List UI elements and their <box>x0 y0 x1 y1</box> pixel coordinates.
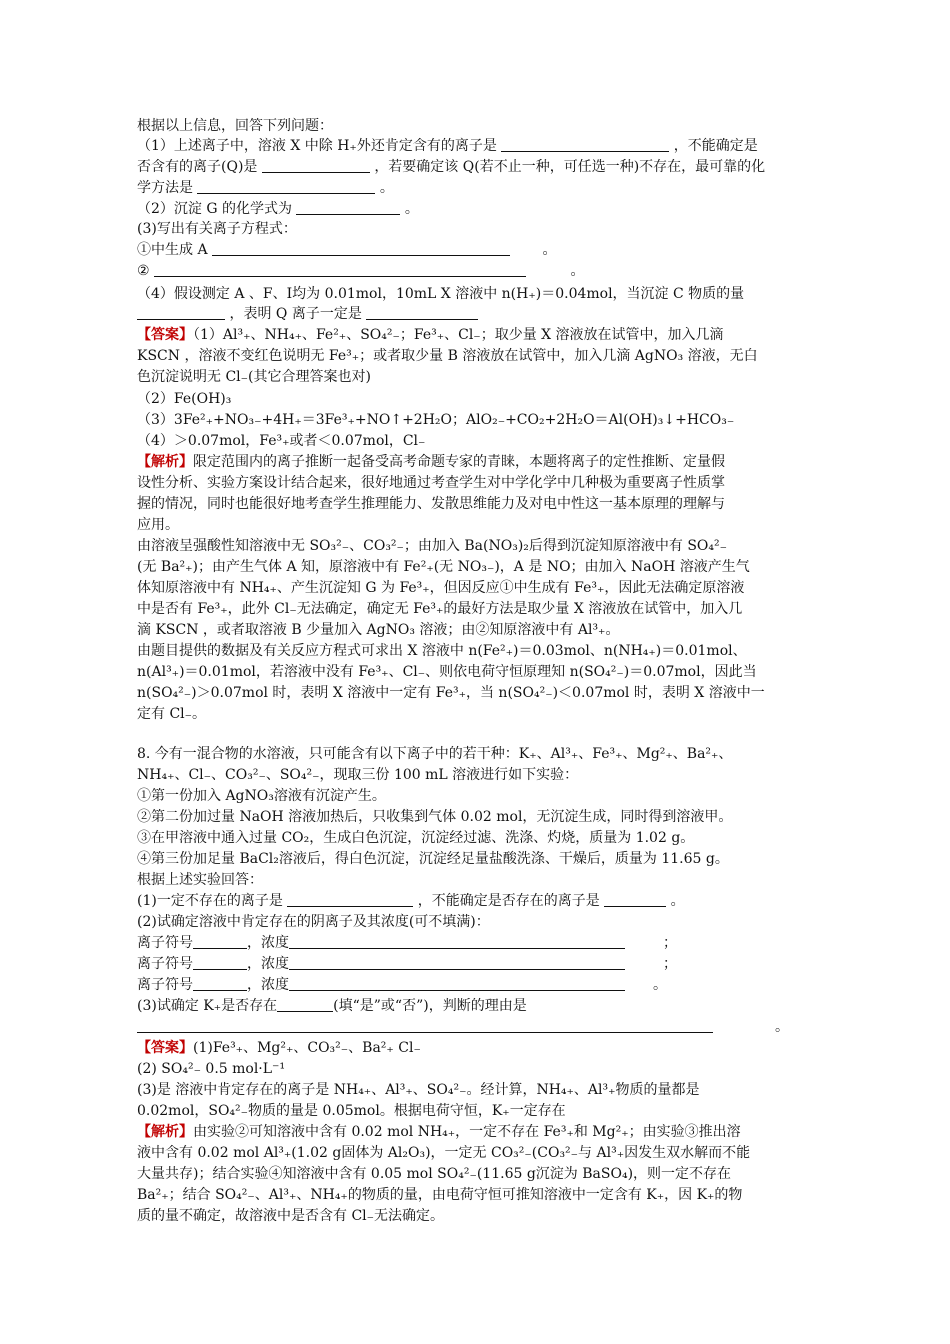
q8-sub-1 <box>137 891 685 911</box>
q8-sub-3 <box>137 996 527 1016</box>
answer-tag: 【答案】 <box>137 327 193 343</box>
question-2-line <box>137 199 419 219</box>
answer-line-1 <box>137 325 724 345</box>
answer-line-4: （2）Fe(OH)₃ <box>137 391 232 407</box>
q8-sub-1-text-c: 。 <box>670 893 685 909</box>
conc-blank-1[interactable] <box>289 934 625 949</box>
answer-tag: 【答案】 <box>137 1040 193 1056</box>
question-2-text-a: （2）沉淀 G 的化学式为 <box>137 201 292 217</box>
conc-label: ，浓度 <box>247 935 289 951</box>
answer-line-6: （4）＞0.07mol，Fe³₊或者＜0.07mol，Cl₋ <box>137 433 426 449</box>
explanation-line-7: 体知原溶液中有 NH₄₊、产生沉淀知 G 为 Fe³₊，但因反应①中生成有 Fe³₊，因此无法确定原溶液 <box>137 580 745 596</box>
answer-line-5: （3）3Fe²₊+NO₃₋+4H₊＝3Fe³₊+NO↑+2H₂O；AlO₂₋+CO₂+2H₂O＝Al(OH)₃↓+HCO₃₋ <box>137 412 735 428</box>
q8-sub-3-text-b: (填“是”或“否”)，判断的理由是 <box>333 998 527 1014</box>
explanation-line-1 <box>137 452 725 472</box>
explanation-line-5: 由溶液呈强酸性知溶液中无 SO₃²₋、CO₃²₋；由加入 Ba(NO₃)₂后得到沉淀知原溶液中有 SO₄²₋ <box>137 538 728 554</box>
q8-answer-line-3: (3)是 溶液中肯定存在的离子是 NH₄₊、Al³₊、SO₄²₋。经计算，NH₄₊、Al³₊物质的量都是 <box>137 1082 700 1098</box>
q8-experiment-3: ③在甲溶液中通入过量 CO₂，生成白色沉淀，沉淀经过滤、洗涤、灼烧，质量为 1.02 g。 <box>137 830 695 846</box>
ion-blank-2[interactable] <box>193 955 247 970</box>
semicolon: ； <box>663 935 677 951</box>
q8-experiment-2: ②第二份加过量 NaOH 溶液加热后，只收集到气体 0.02 mol，无沉淀生成，同时得到溶液甲。 <box>137 809 733 825</box>
question-4-text: （4）假设测定 A 、F、I均为 0.01mol，10mL X 溶液中 n(H₊)＝0.04mol，当沉淀 C 物质的量 <box>137 286 745 302</box>
question-1-text-e: 学方法是 <box>137 180 193 196</box>
question-1-line <box>137 136 758 156</box>
semicolon: ； <box>663 956 677 972</box>
explanation-tag: 【解析】 <box>137 454 193 470</box>
question-3-text: (3)写出有关离子方程式： <box>137 221 297 237</box>
answer-blank-1[interactable] <box>501 137 669 152</box>
ion-blank-1[interactable] <box>193 934 247 949</box>
conc-blank-2[interactable] <box>289 955 625 970</box>
q8-sub-3-line-2 <box>137 1017 789 1037</box>
explanation-line-13: 定有 Cl₋。 <box>137 706 207 722</box>
answer-blank-4[interactable] <box>296 200 400 215</box>
ion-blank-3[interactable] <box>193 976 247 991</box>
question-1-line-3 <box>137 178 394 198</box>
question-3a-end: 。 <box>542 242 557 258</box>
answer-line-3: 色沉淀说明无 Cl₋(其它合理答案也对) <box>137 369 371 385</box>
explanation-text-1: 限定范围内的离子推断一起备受高考命题专家的青睐，本题将离子的定性推断、定量假 <box>193 454 725 470</box>
answer-blank-6[interactable] <box>154 262 526 277</box>
ion-label: 离子符号 <box>137 935 193 951</box>
q8-answer-line-4: 0.02mol，SO₄²₋物质的量是 0.05mol。根据电荷守恒，K₊一定存在 <box>137 1103 566 1119</box>
answer-text-1: （1）Al³₊、NH₄₊、Fe²₊、SO₄²₋；Fe³₊、Cl₋；取少量 X 溶液放在试管中，加入几滴 <box>193 327 724 343</box>
answer-blank-8[interactable] <box>366 305 478 320</box>
q8-answer-line-1 <box>137 1038 421 1058</box>
q8-explanation-line-5: 质的量不确定，故溶液中是否含有 Cl₋无法确定。 <box>137 1208 445 1224</box>
q8-explanation-line-2: 液中含有 0.02 mol Al³₊(1.02 g固体为 Al₂O₃)，一定无 CO₃²₋(CO₃²₋与 Al³₊因发生双水解而不能 <box>137 1145 751 1161</box>
explanation-line-6: (无 Ba²₊)；由产生气体 A 知，原溶液中有 Fe²₊(无 NO₃₋)，A 是 NO；由加入 NaOH 溶液产生气 <box>137 559 750 575</box>
explanation-line-12: n(SO₄²₋)＞0.07mol 时，表明 X 溶液中一定有 Fe³₊，当 n(SO₄²₋)＜0.07mol 时，表明 X 溶液中一 <box>137 685 765 701</box>
question-2-text-b: 。 <box>404 201 419 217</box>
q8-sub-3-end: 。 <box>775 1019 789 1035</box>
question-1-text-c: 否含有的离子(Q)是 <box>137 159 258 175</box>
answer-blank-3[interactable] <box>197 179 375 194</box>
q8-answer-text-1: (1)Fe³₊、Mg²₊、CO₃²₋、Ba²₊ Cl₋ <box>193 1040 421 1056</box>
question-1-text-a: （1）上述离子中，溶液 X 中除 H₊外还肯定含有的离子是 <box>137 138 497 154</box>
question-3a-line <box>137 240 556 260</box>
q8-explanation-line-3: 大量共存)；结合实验④知溶液中含有 0.05 mol SO₄²₋(11.65 g沉淀为 BaSO₄)，则一定不存在 <box>137 1166 732 1182</box>
q8-line-2: NH₄₊、Cl₋、CO₃²₋、SO₄²₋，现取三份 100 mL 溶液进行如下实验： <box>137 767 579 783</box>
q8-explanation-text-1: 由实验②可知溶液中含有 0.02 mol NH₄₊，一定不存在 Fe³₊和 Mg²₊；由实验③推出溶 <box>193 1124 741 1140</box>
explanation-line-10: 由题目提供的数据及有关反应方程式可求出 X 溶液中 n(Fe²₊)＝0.03mol、n(NH₄₊)＝0.01mol、 <box>137 643 747 659</box>
q8-sub-1-text-a: (1)一定不存在的离子是 <box>137 893 283 909</box>
period: 。 <box>653 977 667 993</box>
explanation-line-11: n(Al³₊)＝0.01mol，若溶液中没有 Fe³₊、Cl₋、则依电荷守恒原理知 n(SO₄²₋)＝0.07mol，因此当 <box>137 664 757 680</box>
q8-experiment-4: ④第三份加足量 BaCl₂溶液后，得白色沉淀，沉淀经足量盐酸洗涤、干燥后，质量为 11.65 g。 <box>137 851 729 867</box>
answer-blank-10[interactable] <box>604 892 666 907</box>
ion-label: 离子符号 <box>137 977 193 993</box>
ion-row-3 <box>137 975 667 995</box>
explanation-line-9: 滴 KSCN ，或者取溶液 B 少量加入 AgNO₃ 溶液；由②知原溶液中有 Al³₊。 <box>137 622 620 638</box>
question-1-text-b: ，不能确定是 <box>673 138 758 154</box>
question-4-text-b: ，表明 Q 离子一定是 <box>229 306 362 322</box>
answer-blank-2[interactable] <box>262 158 370 173</box>
answer-blank-5[interactable] <box>212 241 510 256</box>
q8-sub-1-text-b: ，不能确定是否存在的离子是 <box>417 893 600 909</box>
q8-sub-3-text-a: (3)试确定 K₊是否存在 <box>137 998 278 1014</box>
conc-label: ，浓度 <box>247 956 289 972</box>
question-3b-end: 。 <box>570 263 585 279</box>
q8-explanation-line-1 <box>137 1122 741 1142</box>
question-3a-text: ①中生成 A <box>137 242 208 258</box>
q8-experiment-1: ①第一份加入 AgNO₃溶液有沉淀产生。 <box>137 788 386 804</box>
explanation-line-4: 应用。 <box>137 517 179 533</box>
answer-blank-12[interactable] <box>137 1018 713 1033</box>
ion-row-1 <box>137 933 677 953</box>
ion-label: 离子符号 <box>137 956 193 972</box>
question-1-text-d: ，若要确定该 Q(若不止一种，可任选一种)不存在，最可靠的化 <box>374 159 766 175</box>
conc-blank-3[interactable] <box>289 976 625 991</box>
question-4-line-2 <box>137 304 478 324</box>
q8-prompt: 根据上述实验回答： <box>137 872 263 888</box>
explanation-tag: 【解析】 <box>137 1124 193 1140</box>
question-1-text-f: 。 <box>379 180 394 196</box>
answer-blank-9[interactable] <box>287 892 413 907</box>
explanation-line-3: 握的情况，同时也能很好地考查学生推理能力、发散思维能力及对电中性这一基本原理的理解与 <box>137 496 725 512</box>
question-1-line-2 <box>137 157 765 177</box>
intro-text: 根据以上信息，回答下列问题： <box>137 118 333 134</box>
question-3b-text: ② <box>137 263 150 279</box>
ion-row-2 <box>137 954 677 974</box>
answer-blank-11[interactable] <box>277 997 333 1012</box>
q8-answer-line-2: (2) SO₄²₋ 0.5 mol·L⁻¹ <box>137 1061 286 1077</box>
q8-line-1: 8. 今有一混合物的水溶液，只可能含有以下离子中的若干种：K₊、Al³₊、Fe³₊、Mg²₊、Ba²₊、 <box>137 746 733 762</box>
question-3b-line <box>137 261 584 281</box>
explanation-line-8: 中是否有 Fe³₊，此外 Cl₋无法确定，确定无 Fe³₊的最好方法是取少量 X 溶液放在试管中，加入几 <box>137 601 743 617</box>
answer-blank-7[interactable] <box>137 305 225 320</box>
answer-line-2: KSCN ，溶液不变红色说明无 Fe³₊；或者取少量 B 溶液放在试管中，加入几滴 AgNO₃ 溶液，无白 <box>137 348 758 364</box>
explanation-line-2: 设性分析、实验方案设计结合起来，很好地通过考查学生对中学化学中几种极为重要离子性质掌 <box>137 475 725 491</box>
q8-explanation-line-4: Ba²₊；结合 SO₄²₋、Al³₊、NH₄₊的物质的量，由电荷守恒可推知溶液中一定含有 K₊，因 K₊的物 <box>137 1187 743 1203</box>
q8-sub-2: (2)试确定溶液中肯定存在的阴离子及其浓度(可不填满)： <box>137 914 490 930</box>
conc-label: ，浓度 <box>247 977 289 993</box>
